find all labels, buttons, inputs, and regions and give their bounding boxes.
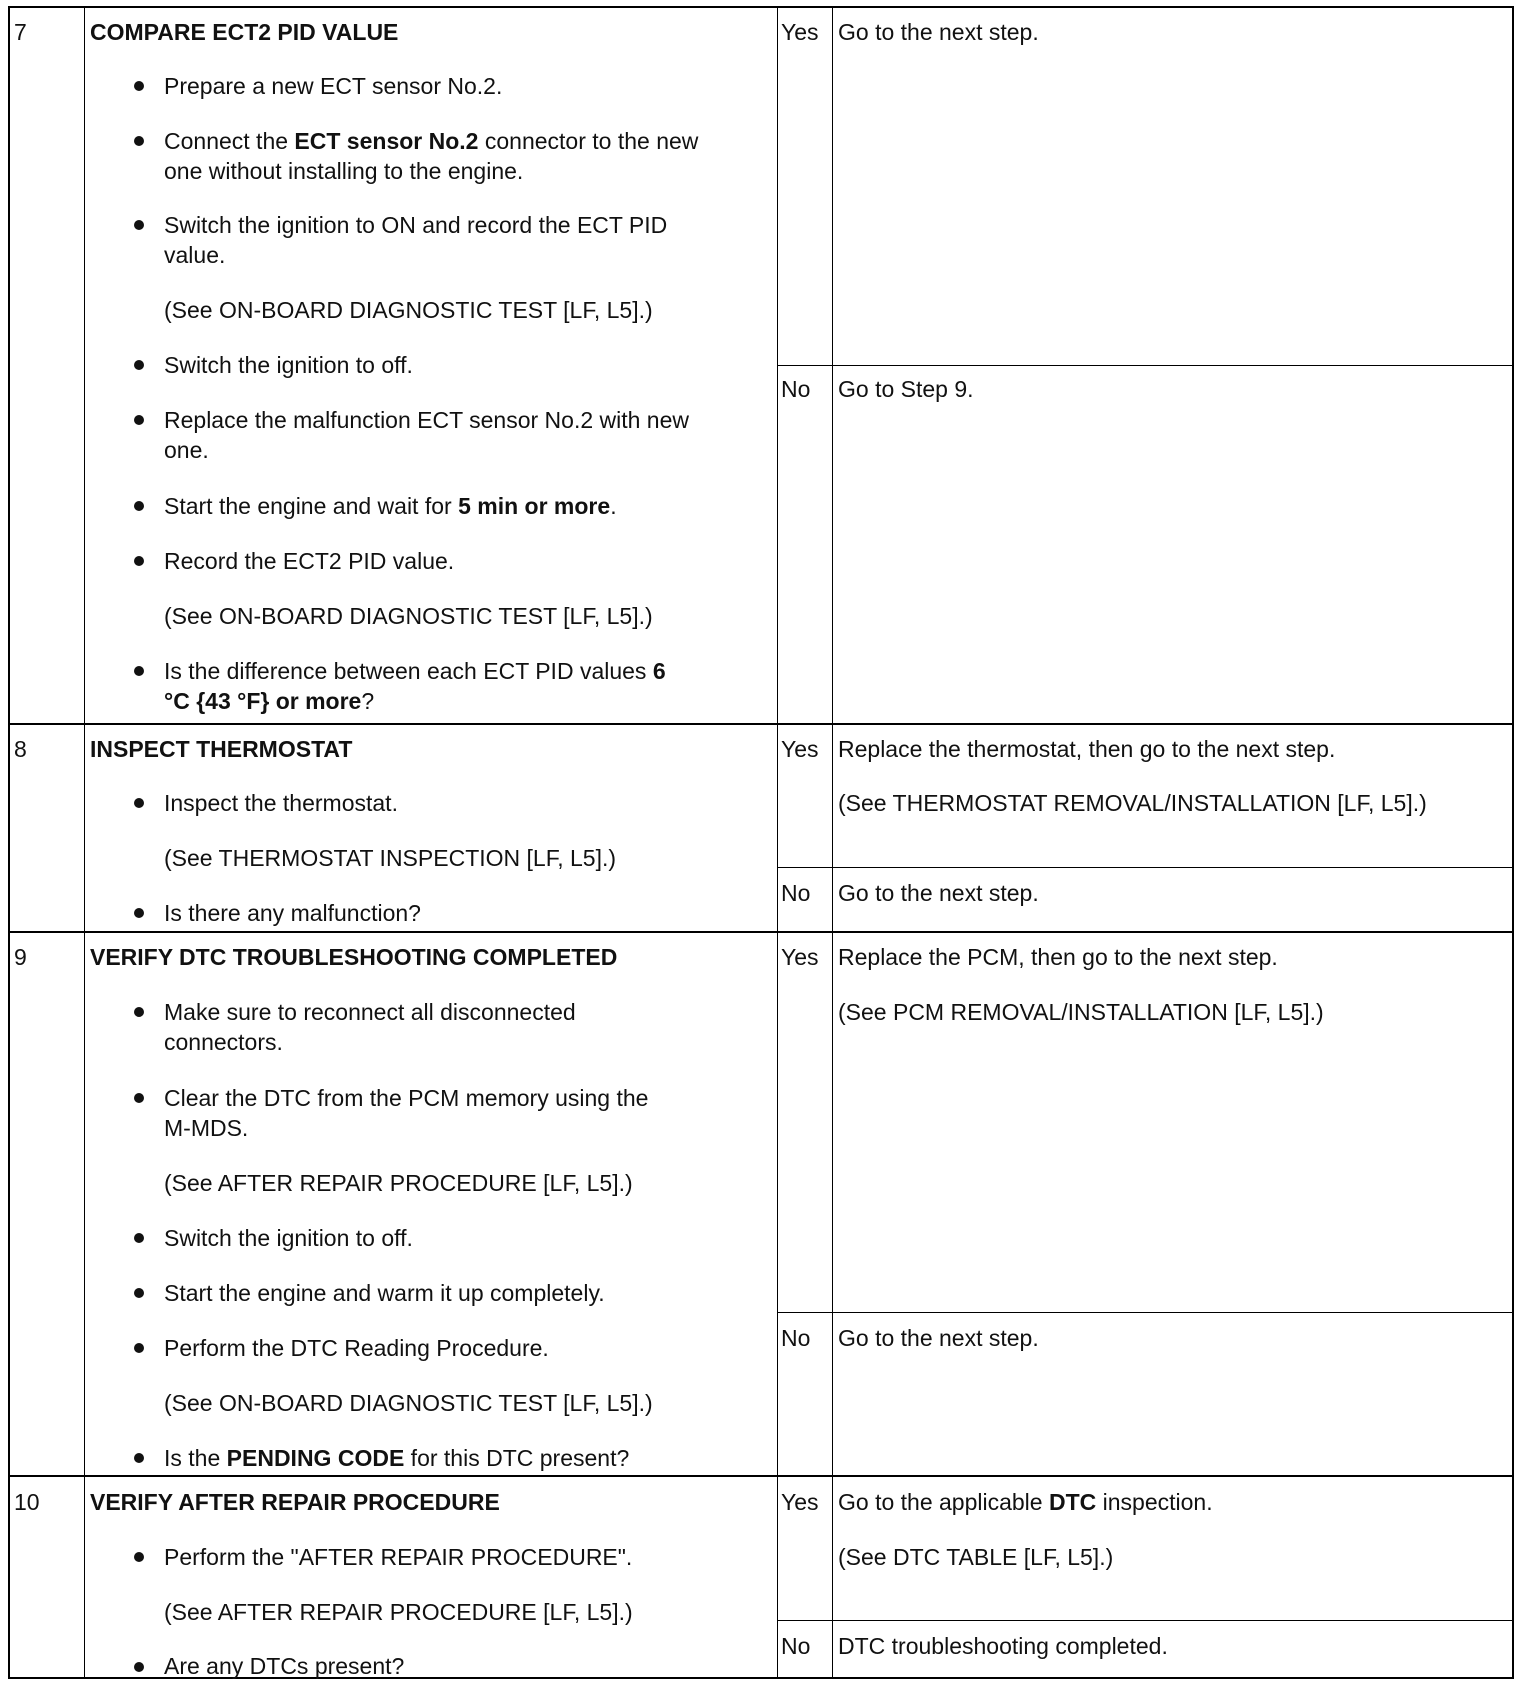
step-number: 7 xyxy=(14,19,27,45)
step-item-continued: °C {43 °F} or more? xyxy=(164,688,375,714)
reference-note: (See ON-BOARD DIAGNOSTIC TEST [LF, L5].) xyxy=(164,1390,653,1416)
no-label: No xyxy=(781,1633,811,1659)
yes-no-divider xyxy=(777,365,1512,366)
step-item: Switch the ignition to off. xyxy=(164,1225,413,1251)
step-item: Perform the "AFTER REPAIR PROCEDURE". xyxy=(164,1544,633,1570)
column-divider xyxy=(832,8,833,1677)
bullet xyxy=(134,1343,144,1353)
step-item-continued: one. xyxy=(164,437,209,463)
bullet xyxy=(134,798,144,808)
bullet xyxy=(134,415,144,425)
bullet xyxy=(134,1093,144,1103)
reference-note: (See ON-BOARD DIAGNOSTIC TEST [LF, L5].) xyxy=(164,603,653,629)
yes-action: Replace the PCM, then go to the next step. xyxy=(838,944,1278,970)
bullet xyxy=(134,220,144,230)
step-item: Inspect the thermostat. xyxy=(164,790,398,816)
bullet xyxy=(134,1233,144,1243)
column-divider xyxy=(84,8,85,1677)
step-item: Connect the ECT sensor No.2 connector to the new xyxy=(164,128,699,154)
yes-no-divider xyxy=(777,867,1512,868)
bullet xyxy=(134,556,144,566)
step-item: Clear the DTC from the PCM memory using the xyxy=(164,1085,649,1111)
yes-action: Go to the next step. xyxy=(838,19,1039,45)
step-item: Prepare a new ECT sensor No.2. xyxy=(164,73,503,99)
step-item: Replace the malfunction ECT sensor No.2 with new xyxy=(164,407,690,433)
step-title: INSPECT THERMOSTAT xyxy=(90,736,353,762)
step-number: 9 xyxy=(14,944,27,970)
step-item: Is there any malfunction? xyxy=(164,900,421,926)
bullet xyxy=(134,666,144,676)
yes-no-divider xyxy=(777,1620,1512,1621)
row-divider xyxy=(10,931,1512,933)
reference-note: (See AFTER REPAIR PROCEDURE [LF, L5].) xyxy=(164,1170,633,1196)
bullet xyxy=(134,1007,144,1017)
step-item: Start the engine and warm it up completely. xyxy=(164,1280,605,1306)
step-number: 8 xyxy=(14,736,27,762)
bullet xyxy=(134,501,144,511)
yes-reference: (See DTC TABLE [LF, L5].) xyxy=(838,1544,1114,1570)
bullet xyxy=(134,360,144,370)
step-item: Record the ECT2 PID value. xyxy=(164,548,455,574)
step-item: Switch the ignition to ON and record the ECT PID xyxy=(164,212,668,238)
yes-action: Replace the thermostat, then go to the next step. xyxy=(838,736,1336,762)
column-divider xyxy=(777,8,778,1677)
yes-reference: (See PCM REMOVAL/INSTALLATION [LF, L5].) xyxy=(838,999,1324,1025)
bullet xyxy=(134,1552,144,1562)
step-item: Are any DTCs present? xyxy=(164,1653,405,1679)
reference-note: (See AFTER REPAIR PROCEDURE [LF, L5].) xyxy=(164,1599,633,1625)
bullet xyxy=(134,908,144,918)
no-label: No xyxy=(781,376,811,402)
no-action: Go to the next step. xyxy=(838,880,1039,906)
step-item: Make sure to reconnect all disconnected xyxy=(164,999,576,1025)
step-title: VERIFY DTC TROUBLESHOOTING COMPLETED xyxy=(90,944,618,970)
reference-note: (See ON-BOARD DIAGNOSTIC TEST [LF, L5].) xyxy=(164,297,653,323)
row-divider xyxy=(10,1475,1512,1477)
step-item-continued: connectors. xyxy=(164,1029,283,1055)
no-action: DTC troubleshooting completed. xyxy=(838,1633,1168,1659)
bullet xyxy=(134,1453,144,1463)
step-item-continued: value. xyxy=(164,242,226,268)
step-title: VERIFY AFTER REPAIR PROCEDURE xyxy=(90,1489,500,1515)
step-item: Switch the ignition to off. xyxy=(164,352,413,378)
yes-label: Yes xyxy=(781,736,819,762)
no-action: Go to the next step. xyxy=(838,1325,1039,1351)
yes-label: Yes xyxy=(781,1489,819,1515)
yes-label: Yes xyxy=(781,19,819,45)
step-item: Is the difference between each ECT PID values 6 xyxy=(164,658,666,684)
no-label: No xyxy=(781,1325,811,1351)
bullet xyxy=(134,136,144,146)
step-item: Start the engine and wait for 5 min or more. xyxy=(164,493,617,519)
yes-label: Yes xyxy=(781,944,819,970)
bullet xyxy=(134,1662,144,1672)
troubleshooting-table xyxy=(8,6,1514,1679)
bullet xyxy=(134,1288,144,1298)
step-item-continued: M-MDS. xyxy=(164,1115,249,1141)
step-item: Is the PENDING CODE for this DTC present? xyxy=(164,1445,630,1471)
yes-action: Go to the applicable DTC inspection. xyxy=(838,1489,1213,1515)
yes-reference: (See THERMOSTAT REMOVAL/INSTALLATION [LF, L5].) xyxy=(838,790,1427,816)
no-label: No xyxy=(781,880,811,906)
step-title: COMPARE ECT2 PID VALUE xyxy=(90,19,399,45)
step-item-continued: one without installing to the engine. xyxy=(164,158,524,184)
reference-note: (See THERMOSTAT INSPECTION [LF, L5].) xyxy=(164,845,617,871)
no-action: Go to Step 9. xyxy=(838,376,974,402)
yes-no-divider xyxy=(777,1312,1512,1313)
bullet xyxy=(134,81,144,91)
step-number: 10 xyxy=(14,1489,40,1515)
step-item: Perform the DTC Reading Procedure. xyxy=(164,1335,549,1361)
row-divider xyxy=(10,723,1512,725)
